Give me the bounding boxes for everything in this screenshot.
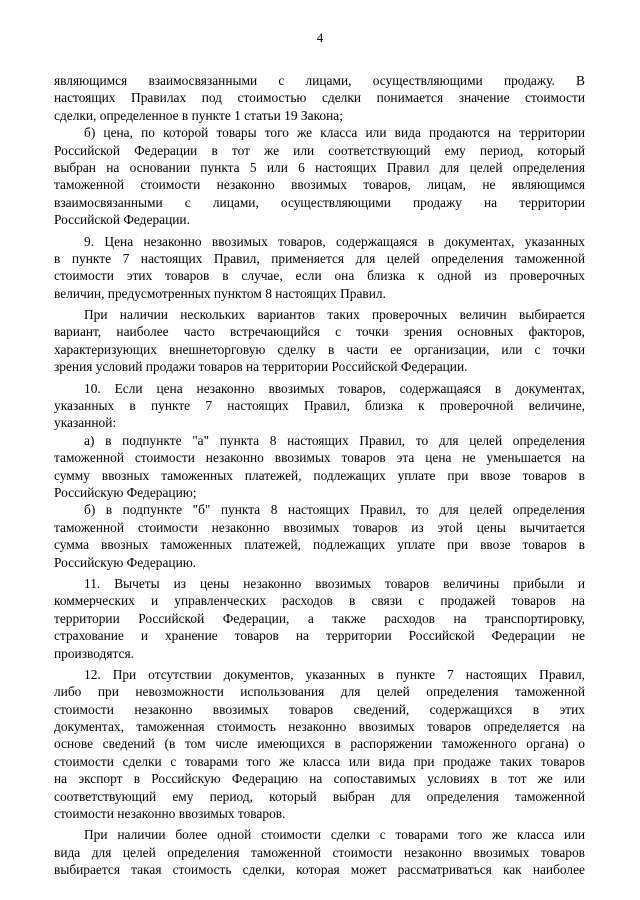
text-line: указанной: xyxy=(54,415,117,431)
text-line: вариант, наиболее часто встречающийся с точки зрения основных факторов, xyxy=(54,324,585,340)
text-line: страхование и хранение товаров на территории Российской Федерации не xyxy=(54,628,585,644)
text-line: взаимосвязанными с лицами, осуществляющими продажу на территории xyxy=(54,194,585,210)
text-line: таможенной стоимости незаконно ввозимых товаров, лицам, не являющимся xyxy=(54,177,585,193)
document-body xyxy=(54,72,585,879)
text-line: сумма ввозных таможенных платежей, подлежащих уплате при ввозе товаров в xyxy=(54,537,585,553)
text-line: б) цена, по которой товары того же класса или вида продаются на территории xyxy=(84,125,585,141)
text-line: 10. Если цена незаконно ввозимых товаров, содержащаяся в документах, xyxy=(84,380,585,396)
text-line: Российскую Федерацию. xyxy=(54,554,197,570)
text-line: характеризующих внешнеторговую сделку в части ее организации, или с точки xyxy=(54,341,585,357)
text-line: выбирается такая стоимость сделки, которая может рассматриваться как наиболее xyxy=(54,862,585,878)
page-number: 4 xyxy=(316,30,324,45)
text-line: производятся. xyxy=(54,645,134,661)
text-line: либо при невозможности использования для целей определения таможенной xyxy=(54,684,585,700)
text-line: Российской Федерации в тот же или соответствующий ему период, который xyxy=(54,142,585,158)
text-line: б) в подпункте "б" пункта 8 настоящих Правил, то для целей определения xyxy=(84,502,585,518)
text-line: таможенной стоимости незаконно ввозимых товаров эта цена не уменьшается на xyxy=(54,450,585,466)
text-line: документах, таможенная стоимость незаконно ввозимых товаров определяется на xyxy=(54,719,585,735)
text-line: зрения условий продажи товаров на территории Российской Федерации. xyxy=(54,359,468,375)
text-line: в пункте 7 настоящих Правил, применяется для целей определения таможенной xyxy=(54,250,585,266)
text-line: При наличии нескольких вариантов таких проверочных величин выбирается xyxy=(84,307,585,323)
text-line: территории Российской Федерации, а также расходов на транспортировку, xyxy=(54,610,585,626)
text-line: стоимости незаконно ввозимых товаров. xyxy=(54,806,286,822)
text-line: указанных в пункте 7 настоящих Правил, близка к проверочной величине, xyxy=(54,398,585,414)
text-line: коммерческих и управленческих расходов в связи с продажей товаров на xyxy=(54,593,585,609)
text-line: а) в подпункте "а" пункта 8 настоящих Правил, то для целей определения xyxy=(84,432,585,448)
text-line: стоимости сделки с товарами того же класса или вида при продаже таких товаров xyxy=(54,753,585,769)
text-line: 9. Цена незаконно ввозимых товаров, содержащаяся в документах, указанных xyxy=(84,233,585,249)
text-line: сумму ввозных таможенных платежей, подлежащих уплате при ввозе товаров в xyxy=(54,467,585,483)
text-line: 12. При отсутствии документов, указанных в пункте 7 настоящих Правил, xyxy=(84,666,585,682)
text-line: стоимости незаконно ввозимых товаров сведений, содержащихся в этих xyxy=(54,701,585,717)
text-line: таможенной стоимости незаконно ввозимых товаров из этой цены вычитается xyxy=(54,519,585,535)
text-line: стоимости этих товаров в случае, если она близка к одной из проверочных xyxy=(54,268,585,284)
text-line: соответствующий ему период, который выбран для определения таможенной xyxy=(54,788,585,804)
text-line: Российскую Федерацию; xyxy=(54,484,197,500)
text-line: основе сведений (в том числе имеющихся в распоряжении таможенного органа) о xyxy=(54,736,585,752)
text-line: настоящих Правилах под стоимостью сделки понимается значение стоимости xyxy=(54,90,585,106)
text-line: величин, предусмотренных пунктом 8 настоящих Правил. xyxy=(54,285,386,301)
text-line: вида для целей определения таможенной стоимости незаконно ввозимых товаров xyxy=(54,844,585,860)
text-line: 11. Вычеты из цены незаконно ввозимых товаров величины прибыли и xyxy=(84,575,585,591)
text-line: сделки, определенное в пункте 1 статьи 19 Закона; xyxy=(54,107,343,123)
text-line: Российской Федерации. xyxy=(54,212,190,228)
text-line: выбран на основании пункта 5 или 6 настоящих Правил для целей определения xyxy=(54,159,585,175)
text-line: являющимся взаимосвязанными с лицами, осуществляющими продажу. В xyxy=(54,73,585,88)
text-line: на экспорт в Российскую Федерацию на сопоставимых условиях в тот же или xyxy=(54,771,585,787)
text-line: При наличии более одной стоимости сделки с товарами того же класса или xyxy=(84,827,585,843)
